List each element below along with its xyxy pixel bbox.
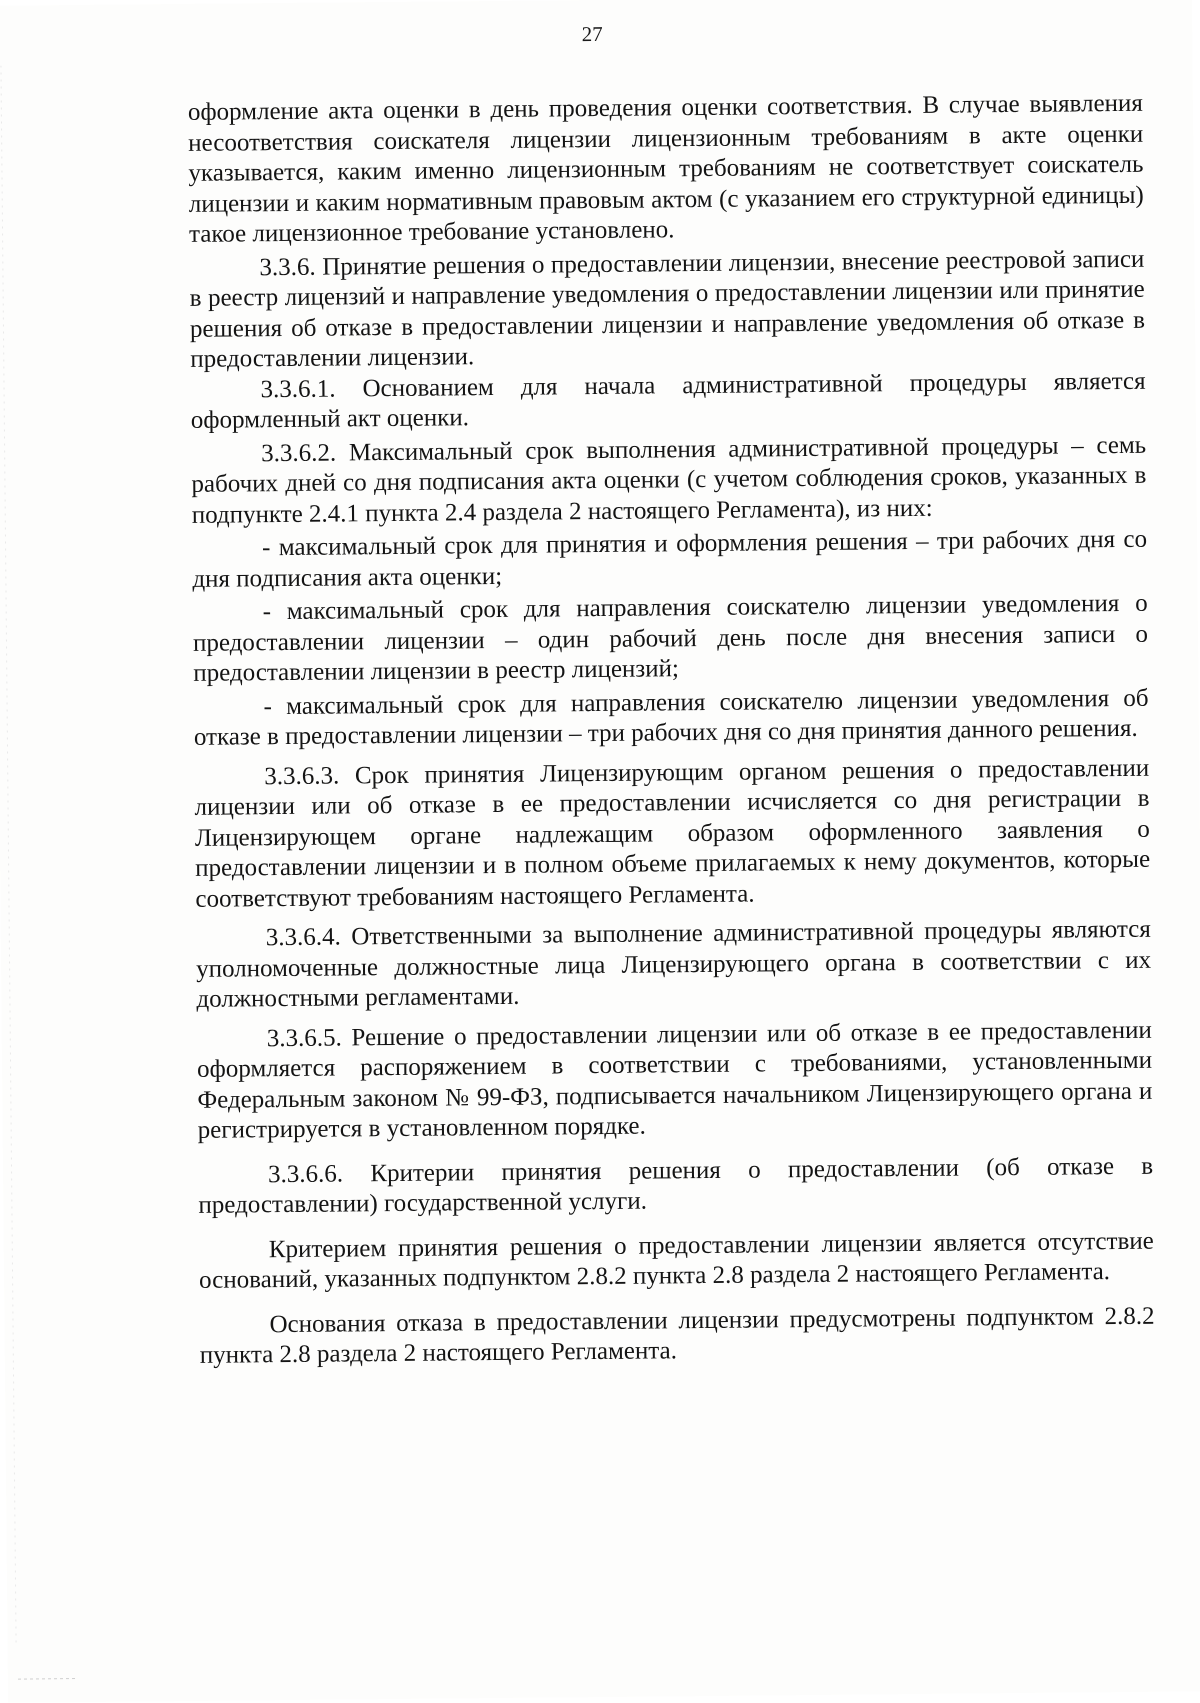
paragraph-3-3-6-4: 3.3.6.4. Ответственными за выполнение административной процедуры являются уполномоченные должностные лица Лицензирующего органа в соответствии с их должностными регламентами.: [195, 915, 1152, 1013]
paragraph-3-3-6-2: 3.3.6.2. Максимальный срок выполнения административной процедуры – семь рабочих дней со дня подписания акта оценки (с учетом соблюдения сроков, указанных в подпункте 2.4.1 пункта 2.4 раздела 2 настоящего Регламента), из них:: [191, 431, 1147, 529]
list-item-refusal-notice-deadline: - максимальный срок для направления соискателю лицензии уведомления об отказе в предоставлении лицензии – три рабочих дня со дня принятия данного решения.: [193, 684, 1149, 751]
list-item-grant-notice-deadline: - максимальный срок для направления соискателю лицензии уведомления о предоставлении лицензии – один рабочий день после дня внесения записи о предоставлении лицензии в реестр лицензий;: [192, 589, 1149, 687]
scan-edge-artifact: [0, 66, 16, 1646]
paragraph-3-3-6-6: 3.3.6.6. Критерии принятия решения о предоставлении (об отказе в предоставлении) государственной услуги.: [198, 1152, 1154, 1219]
paragraph-refusal-grounds: Основания отказа в предоставлении лицензии предусмотрены подпунктом 2.8.2 пункта 2.8 раздела 2 настоящего Регламента.: [199, 1302, 1155, 1369]
list-item-decision-deadline: - максимальный срок для принятия и оформления решения – три рабочих дня со дня подписания акта оценки;: [192, 525, 1148, 593]
paragraph-continuation: оформление акта оценки в день проведения оценки соответствия. В случае выявления несоответствия соискателя лицензии лицензионным требованиям в акте оценки указывается, каким именно лицензионным требованиям не соответствует соискатель лицензии и каким нормативным правовым актом (с указанием его структурной единицы) такое лицензионное требование установлено.: [187, 89, 1144, 248]
paragraph-3-3-6-3: 3.3.6.3. Срок принятия Лицензирующим органом решения о предоставлении лицензии или об отказе в ее предоставлении исчисляется со дня регистрации в Лицензирующем органе надлежащим образом оформленного заявления о предоставлении лицензии и в полном объеме прилагаемых к нему документов, которые соответствуют требованиям настоящего Регламента.: [194, 754, 1151, 913]
scan-footer-artifact: [18, 1678, 78, 1680]
paragraph-3-3-6-1: 3.3.6.1. Основанием для начала административной процедуры является оформленный акт оценки.: [190, 367, 1146, 434]
page-number: 27: [581, 21, 603, 47]
paragraph-decision-criterion: Критерием принятия решения о предоставлении лицензии является отсутствие оснований, указанных подпунктом 2.8.2 пункта 2.8 раздела 2 настоящего Регламента.: [198, 1227, 1154, 1294]
document-body: [188, 89, 1155, 1372]
paragraph-3-3-6-5: 3.3.6.5. Решение о предоставлении лицензии или об отказе в ее предоставлении оформляется распоряжением в соответствии с требованиями, установленными Федеральным законом № 99-ФЗ, подписывается начальником Лицензирующего органа и регистрируется в установленном порядке.: [196, 1016, 1153, 1144]
paragraph-3-3-6: 3.3.6. Принятие решения о предоставлении лицензии, внесение реестровой записи в реестр лицензий и направление уведомления о предоставлении лицензии или принятие решения об отказе в предоставлении лицензии и направление уведомления об отказе в предоставлении лицензии.: [189, 245, 1146, 373]
